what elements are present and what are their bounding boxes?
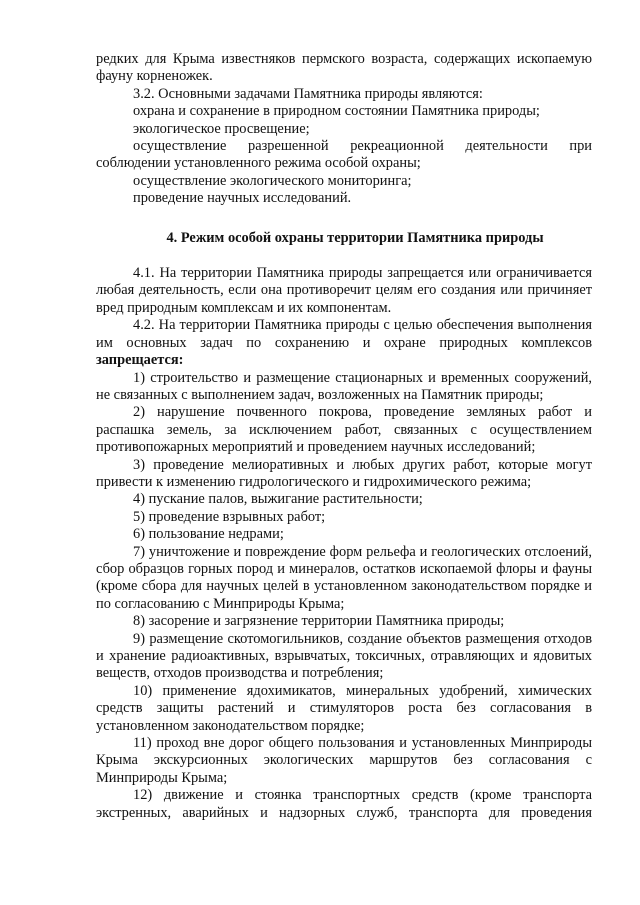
task-item: осуществление разрешенной рекреационной деятельности при соблюдении установленного режима особой охраны; [96, 138, 592, 172]
section-4-2-prohibited: запрещается [96, 352, 179, 369]
section-4-1: 4.1. На территории Памятника природы запрещается или ограничивается любая деятельность, если она противоречит целям его создания или причиняет вред природным комплексам и их компонентам. [96, 265, 592, 316]
section-4-2-colon: : [178, 352, 184, 369]
prohibition-item: 5) проведение взрывных работ; [133, 508, 326, 525]
prohibition-item: 2) нарушение почвенного покрова, проведение земляных работ и распашка земель, за исключением работ, связанных с осуществлением противопожарных мероприятий и проведением научных исследований; [96, 404, 592, 456]
task-item: экологическое просвещение; [133, 120, 310, 137]
prohibition-item: 1) строительство и размещение стационарных и временных сооружений, не связанных с выполнением задач, возложенных на Памятник природы; [96, 369, 592, 403]
prohibition-item: 11) проход вне дорог общего пользования и установленных Минприроды Крыма экскурсионных экологических маршрутов без согласования с Минприроды Крыма; [96, 735, 592, 786]
paragraph-intro-end: редких для Крыма известняков пермского возраста, содержащих ископаемую фауну корненожек. [96, 51, 592, 85]
task-item: проведение научных исследований. [133, 190, 352, 207]
prohibition-item: 8) засорение и загрязнение территории Памятника природы; [133, 613, 505, 630]
spacer [96, 208, 592, 230]
prohibition-item: 3) проведение мелиоративных и любых других работ, которые могут привести к изменению гидрологического и гидрохимического режима; [96, 456, 592, 490]
prohibition-item: 6) пользование недрами; [133, 526, 284, 543]
prohibition-item: 4) пускание палов, выжигание растительности; [133, 491, 423, 508]
section-4-2 [96, 317, 592, 369]
prohibition-item: 7) уничтожение и повреждение форм рельефа и геологических отслоений, сбор образцов горных пород и минералов, остатков ископаемой флоры и фауны (кроме сбора для научных целей в установленном законодательством порядке и по согласованию с Минприроды Крыма; [96, 543, 592, 612]
document-page [96, 51, 592, 822]
prohibition-item: 9) размещение скотомогильников, создание объектов размещения отходов и хранение радиоактивных, взрывчатых, токсичных, отравляющих и ядовитых веществ, отходов производства и потребления; [96, 630, 592, 682]
section-4-2-lead: 4.2. На территории Памятника природы с целью обеспечения выполнения им основных задач по сохранению и охране природных комплексов [96, 317, 592, 351]
task-item: охрана и сохранение в природном состоянии Памятника природы; [133, 103, 540, 120]
section-4-heading: 4. Режим особой охраны территории Памятника природы [166, 229, 544, 246]
prohibition-item: 12) движение и стоянка транспортных средств (кроме транспорта экстренных, аварийных и надзорных служб, транспорта для проведения [96, 787, 592, 821]
task-item: осуществление экологического мониторинга; [133, 172, 412, 189]
spacer [96, 247, 592, 265]
section-3-2-title: 3.2. Основными задачами Памятника природы являются: [133, 85, 483, 102]
prohibition-item: 10) применение ядохимикатов, минеральных удобрений, химических средств защиты растений и стимуляторов роста без согласования в установленном законодательством порядке; [96, 682, 592, 734]
